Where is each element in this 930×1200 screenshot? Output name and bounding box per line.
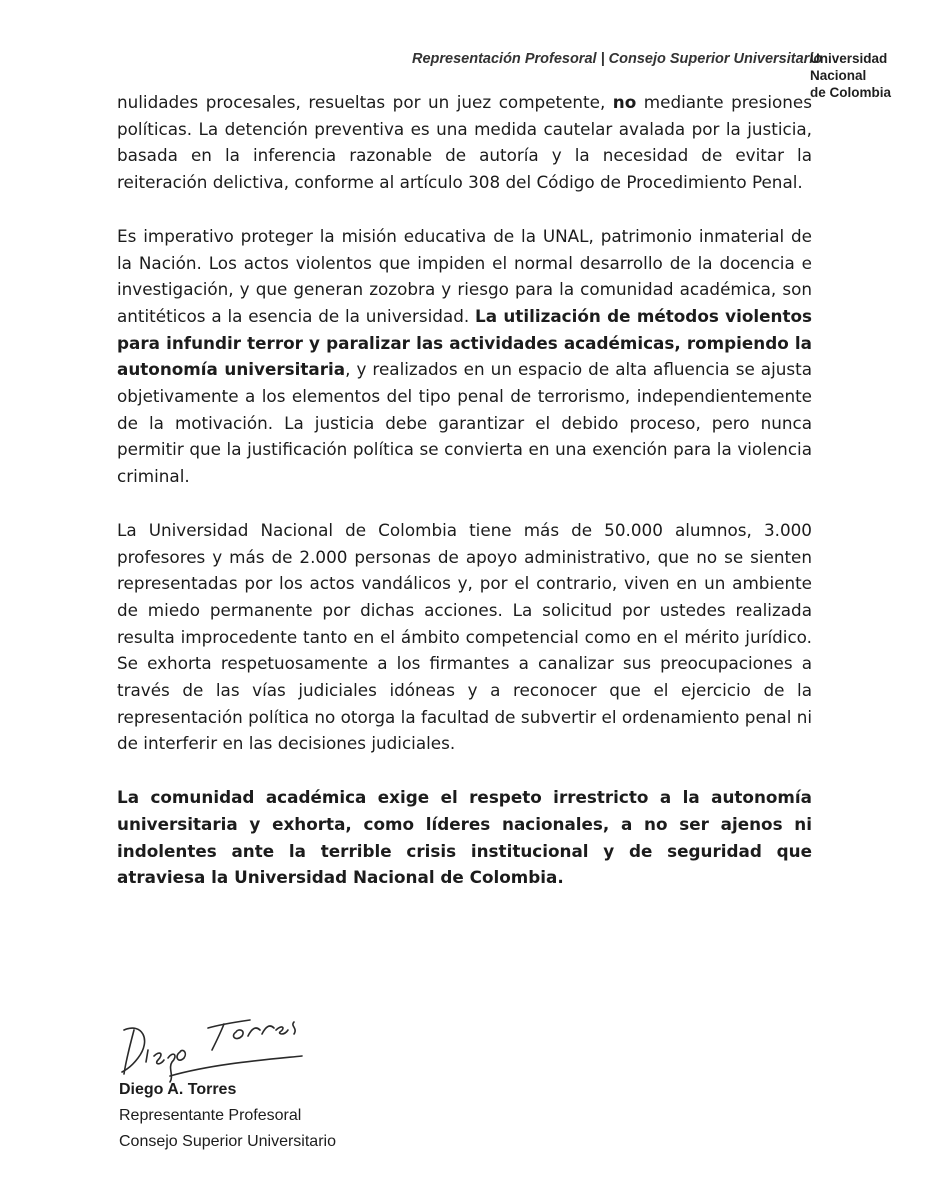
header-title: Representación Profesoral | Consejo Superior Universitario [412, 51, 823, 67]
logo-line-2: Nacional [810, 68, 867, 83]
paragraph-1 [117, 89, 812, 196]
signatory-name: Diego A. Torres [119, 1081, 237, 1098]
paragraph-2 [117, 223, 812, 490]
bold-text-run: La utilización de métodos violentos para infundir terror y paralizar las actividades académicas, rompiendo la autonomía universitaria [117, 305, 812, 380]
logo-line-1: Universidad [810, 51, 888, 66]
handwritten-signature [112, 1000, 312, 1085]
text-run: La Universidad Nacional de Colombia tiene más de 50.000 alumnos, 3.000 profesores y más de 2.000 personas de apoyo administrativo, que no se sienten representadas por los actos vandálicos y, por el contrario, viven en un ambiente de miedo permanente por dichas acciones. La solicitud por ustedes realizada resulta improcedente tanto en el ámbito competencial como en el mérito jurídico. Se exhorta respetuosamente a los firmantes a canalizar sus preocupaciones a través de las vías judiciales idóneas y a reconocer que el ejercicio de la representación política no otorga la facultad de subvertir el ordenamiento penal ni de interferir en las decisiones judiciales. [117, 519, 812, 754]
signature-block [119, 1077, 336, 1155]
university-logo [810, 50, 891, 101]
text-run: Es imperativo proteger la misión educativa de la UNAL, patrimonio inmaterial de la Nación. Los actos violentos que impiden el normal desarrollo de la docencia e investigación, y que generan zozobra y riesgo para la comunidad académica, son antitéticos a la esencia de la universidad. [117, 225, 812, 326]
text-run: , y realizados en un espacio de alta afluencia se ajusta objetivamente a los elementos del tipo penal de terrorismo, independientemente de la motivación. La justicia debe garantizar el debido proceso, pero nunca permitir que la justificación política se convierta en una exención para la violencia criminal. [117, 359, 812, 487]
paragraph-3 [117, 517, 812, 757]
text-run: nulidades procesales, resueltas por un juez competente, [117, 92, 613, 112]
signatory-role: Representante Profesoral [119, 1107, 302, 1124]
logo-line-3: de Colombia [810, 85, 892, 100]
bold-text-run: no [612, 92, 637, 112]
signatory-council: Consejo Superior Universitario [119, 1133, 336, 1150]
text-run: mediante presiones políticas. La detención preventiva es una medida cautelar avalada por la justicia, basada en la inferencia razonable de autoría y la necesidad de evitar la reiteración delictiva, conforme al artículo 308 del Código de Procedimiento Penal. [117, 92, 812, 193]
letter-body [117, 89, 812, 891]
closing-statement: La comunidad académica exige el respeto irrestricto a la autonomía universitaria y exhorta, como líderes nacionales, a no ser ajenos ni indolentes ante la terrible crisis institucional y de seguridad que atraviesa la Universidad Nacional de Colombia. [117, 787, 812, 888]
